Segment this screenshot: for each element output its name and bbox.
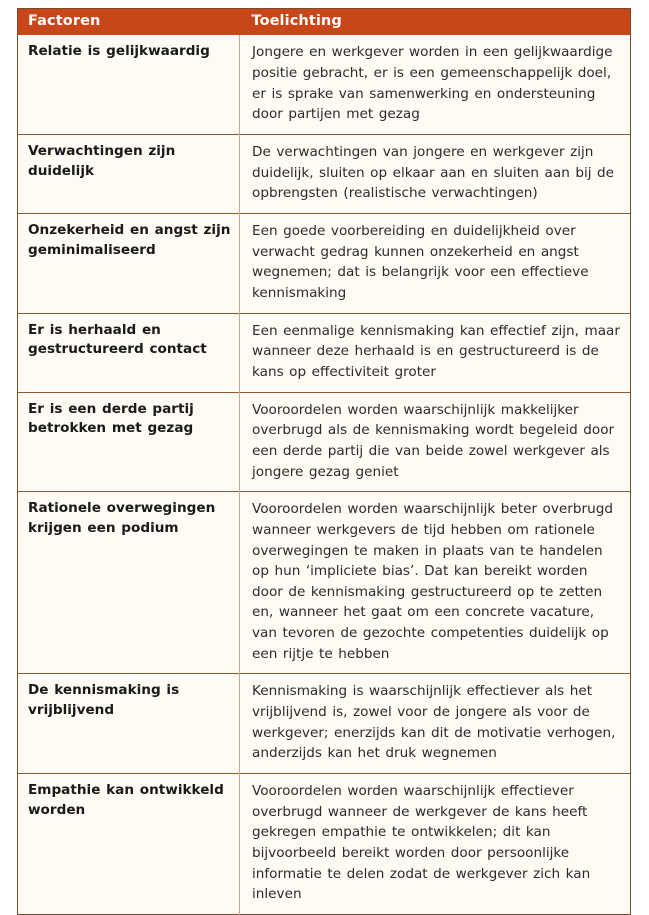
table-row [18, 313, 631, 392]
table-row [18, 774, 631, 915]
toelichting-cell: Een goede voorbereiding en duidelijkheid over verwacht gedrag kunnen onzekerheid en angst wegnemen; dat is belangrijk voor een effectieve kennismaking [240, 213, 631, 313]
toelichting-cell: Een eenmalige kennismaking kan effectief zijn, maar wanneer deze herhaald is en gestructureerd is de kans op effectiviteit groter [240, 313, 631, 392]
toelichting-cell: Vooroordelen worden waarschijnlijk makkelijker overbrugd als de kennismaking wordt begeleid door een derde partij die van beide zowel werkgever als jongere gezag geniet [240, 392, 631, 492]
factor-cell: Onzekerheid en angst zijn geminimaliseerd [18, 213, 240, 313]
factors-table [17, 8, 631, 915]
table-row [18, 674, 631, 774]
toelichting-cell: De verwachtingen van jongere en werkgever zijn duidelijk, sluiten op elkaar aan en sluiten aan bij de opbrengsten (realistische verwachtingen) [240, 135, 631, 214]
factor-cell: Er is een derde partij betrokken met gezag [18, 392, 240, 492]
table-header-row [18, 9, 631, 36]
factors-table-container [17, 8, 630, 915]
factor-cell: Empathie kan ontwikkeld worden [18, 774, 240, 915]
column-header-factoren: Factoren [18, 9, 240, 36]
toelichting-cell: Jongere en werkgever worden in een gelijkwaardige positie gebracht, er is een gemeenschappelijk doel, er is sprake van samenwerking en ondersteuning door partijen met gezag [240, 35, 631, 134]
table-header [18, 9, 631, 36]
factor-cell: Rationele overwegingen krijgen een podium [18, 492, 240, 674]
table-row [18, 35, 631, 134]
toelichting-cell: Vooroordelen worden waarschijnlijk beter overbrugd wanneer werkgevers de tijd hebben om rationele overwegingen te maken in plaats van te handelen op hun ‘impliciete bias’. Dat kan bereikt worden door de kennismaking gestructureerd op te zetten en, wanneer het gaat om een concrete vacature, van tevoren de gezochte competenties duidelijk op een rijtje te hebben [240, 492, 631, 674]
table-row [18, 135, 631, 214]
factor-cell: Relatie is gelijkwaardig [18, 35, 240, 134]
factor-cell: Verwachtingen zijn duidelijk [18, 135, 240, 214]
column-header-toelichting: Toelichting [240, 9, 631, 36]
factor-cell: De kennismaking is vrijblijvend [18, 674, 240, 774]
table-row [18, 492, 631, 674]
factor-cell: Er is herhaald en gestructureerd contact [18, 313, 240, 392]
toelichting-cell: Vooroordelen worden waarschijnlijk effectiever overbrugd wanneer de werkgever de kans heeft gekregen empathie te ontwikkelen; dit kan bijvoorbeeld bereikt worden door persoonlijke informatie te delen zodat de werkgever zich kan inleven [240, 774, 631, 915]
toelichting-cell: Kennismaking is waarschijnlijk effectiever als het vrijblijvend is, zowel voor de jongere als voor de werkgever; enerzijds kan dit de motivatie verhogen, anderzijds kan het druk wegnemen [240, 674, 631, 774]
table-row [18, 392, 631, 492]
table-body [18, 35, 631, 914]
table-row [18, 213, 631, 313]
